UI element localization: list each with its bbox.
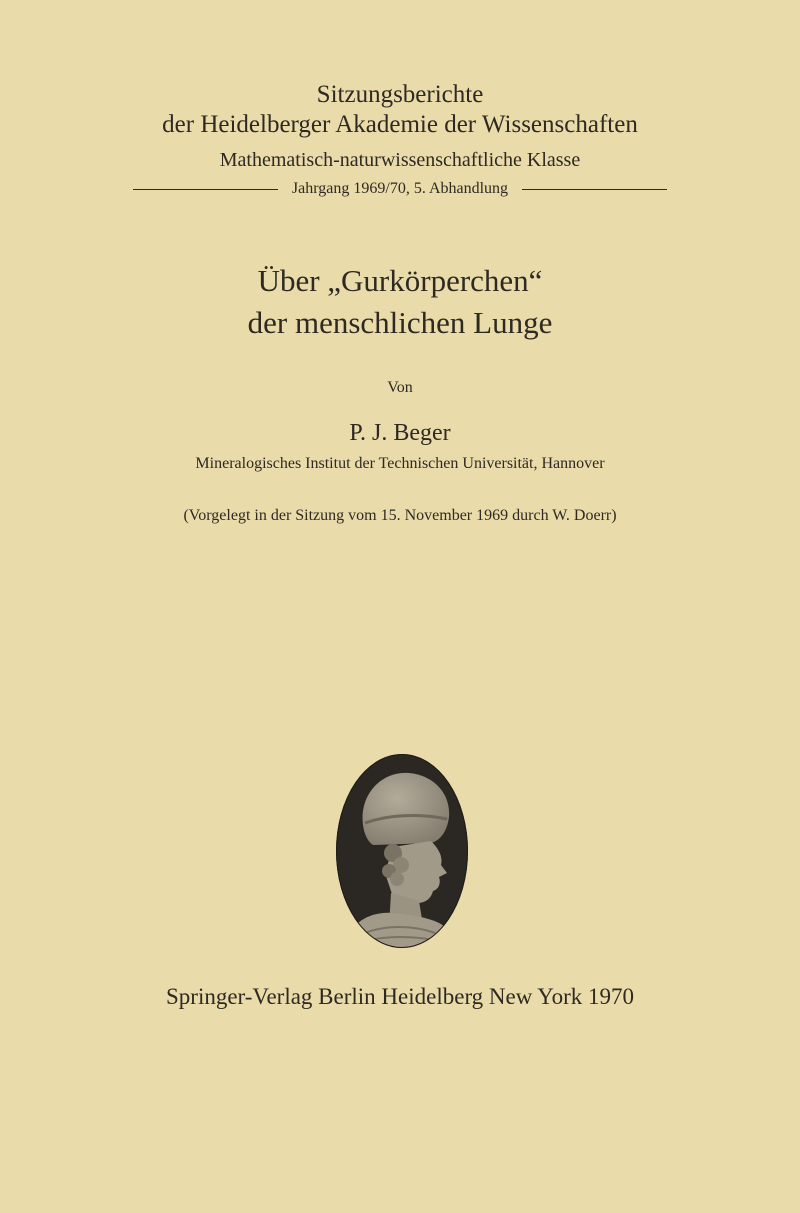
volume-line xyxy=(0,178,800,200)
right-rule xyxy=(522,189,667,190)
by-label: Von xyxy=(387,379,413,396)
author-name: P. J. Beger xyxy=(349,420,451,446)
class-name: Mathematisch-naturwissenschaftliche Klasse xyxy=(219,149,581,171)
title-line-1: Über „Gurkörperchen“ xyxy=(257,263,543,298)
publisher-imprint: Springer-Verlag Berlin Heidelberg New York 1970 xyxy=(166,984,634,1009)
left-rule xyxy=(133,189,278,190)
title-line-2: der menschlichen Lunge xyxy=(247,305,553,340)
volume-info: Jahrgang 1969/70, 5. Abhandlung xyxy=(291,180,509,197)
series-title: Sitzungsberichte xyxy=(316,81,484,108)
academy-name: der Heidelberger Akademie der Wissenschaften xyxy=(162,111,638,138)
author-affiliation: Mineralogisches Institut der Technischen Universität, Hannover xyxy=(195,455,605,472)
presentation-note: (Vorgelegt in der Sitzung vom 15. November 1969 durch W. Doerr) xyxy=(183,507,617,524)
athena-cameo-icon xyxy=(335,753,469,949)
